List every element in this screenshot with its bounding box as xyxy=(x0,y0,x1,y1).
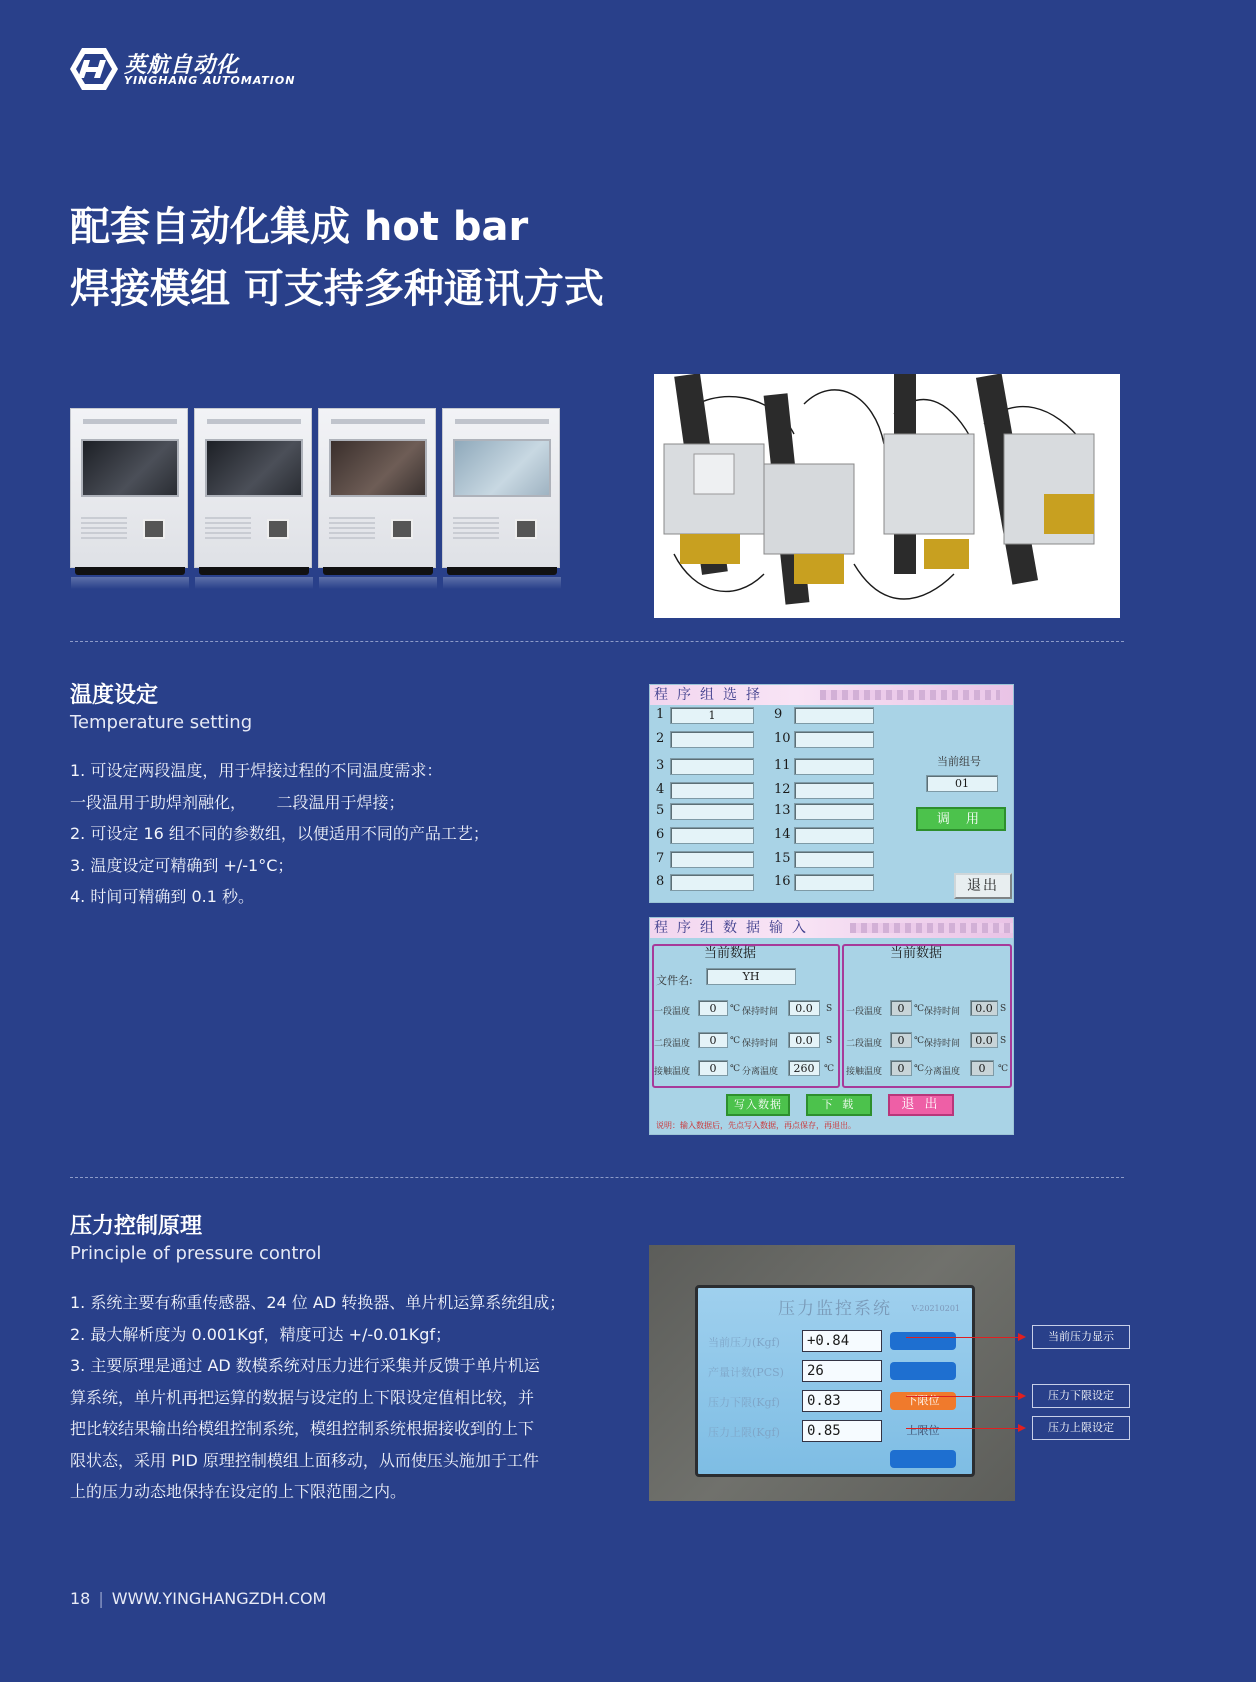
group-field[interactable] xyxy=(670,874,754,891)
row-number: 1 xyxy=(656,707,665,722)
group-field[interactable] xyxy=(670,827,754,844)
current-pressure-value: +0.84 xyxy=(802,1330,882,1352)
callout-line xyxy=(906,1396,1022,1397)
callout-line xyxy=(906,1428,1022,1429)
separate-label: 分离温度 xyxy=(742,1067,779,1077)
divider xyxy=(70,641,1124,642)
temperature-subtitle: Temperature setting xyxy=(70,712,253,733)
group-field[interactable] xyxy=(794,851,874,868)
controllers-photo xyxy=(70,406,560,590)
solder-label: 接触温度 xyxy=(654,1067,691,1077)
download-button[interactable]: 下 载 xyxy=(806,1094,872,1116)
current-pressure-label: 当前压力(Kgf) xyxy=(708,1336,780,1349)
unit-seconds: S xyxy=(1000,1004,1007,1014)
pressure-monitor-screen xyxy=(695,1285,975,1477)
stage1-hold-field[interactable]: 0.0 xyxy=(788,1000,820,1016)
hold-label: 保持时间 xyxy=(924,1007,961,1017)
row-number: 5 xyxy=(656,803,665,818)
group-title: 当前数据 xyxy=(704,946,757,961)
program-select-panel xyxy=(649,684,1014,903)
row-number: 6 xyxy=(656,827,665,842)
row-number: 14 xyxy=(774,827,791,842)
current-stage1-hold: 0.0 xyxy=(970,1000,998,1016)
monitor-title: 压力监控系统 xyxy=(778,1299,892,1319)
current-pressure-button[interactable] xyxy=(890,1332,956,1350)
group-field[interactable] xyxy=(794,707,874,724)
unit-seconds: S xyxy=(1000,1036,1007,1046)
text-line: 1. 可设定两段温度，用于焊接过程的不同温度需求： xyxy=(70,761,443,780)
lower-limit-field[interactable]: 0.83 xyxy=(802,1390,882,1412)
stage1-label: 一段温度 xyxy=(654,1007,691,1017)
group-field[interactable] xyxy=(670,803,754,820)
upper-limit-button[interactable]: 上限位 xyxy=(906,1424,940,1437)
group-field[interactable] xyxy=(794,782,874,799)
hold-label: 保持时间 xyxy=(924,1039,961,1049)
group-field[interactable] xyxy=(670,758,754,775)
footer xyxy=(70,1589,326,1608)
exit-data-button[interactable]: 退 出 xyxy=(888,1094,954,1116)
pressure-title: 压力控制原理 xyxy=(70,1214,203,1239)
group-field[interactable] xyxy=(794,827,874,844)
usage-note: 说明：输入数据后，先点写入数据，再点保存，再退出。 xyxy=(656,1121,856,1130)
unit-seconds: S xyxy=(826,1036,833,1046)
filename-field[interactable]: YH xyxy=(706,968,796,985)
page-number: 18 xyxy=(70,1589,91,1608)
row-number: 8 xyxy=(656,874,665,889)
website-link[interactable]: WWW.YINGHANGZDH.COM xyxy=(111,1589,327,1608)
group-field[interactable] xyxy=(794,731,874,748)
pressure-monitor-photo xyxy=(649,1245,1015,1501)
unit-celsius: ℃ xyxy=(914,1036,925,1046)
unit-celsius: ℃ xyxy=(730,1036,741,1046)
group-field[interactable] xyxy=(670,731,754,748)
text-line: 把比较结果输出给模组控制系统，模组控制系统根据接收到的上下 xyxy=(70,1419,535,1438)
separate-label: 分离温度 xyxy=(924,1067,961,1077)
write-data-button[interactable]: 写入数据 xyxy=(726,1094,790,1116)
group-field[interactable] xyxy=(794,874,874,891)
apply-button[interactable]: 调 用 xyxy=(916,807,1006,831)
text-line: 1. 系统主要有称重传感器、24 位 AD 转换器、单片机运算系统组成； xyxy=(70,1293,566,1312)
count-value: 26 xyxy=(802,1360,882,1382)
extra-button[interactable] xyxy=(890,1450,956,1468)
pressure-subtitle: Principle of pressure control xyxy=(70,1243,322,1264)
unit-celsius: ℃ xyxy=(914,1064,925,1074)
solder-temp-field[interactable]: 0 xyxy=(698,1060,728,1076)
row-number: 2 xyxy=(656,731,665,746)
row-number: 13 xyxy=(774,803,791,818)
text-line: 上的压力动态地保持在设定的上下限范围之内。 xyxy=(70,1482,407,1501)
divider xyxy=(70,1177,1124,1178)
headline xyxy=(70,196,870,320)
count-button[interactable] xyxy=(890,1362,956,1380)
monitor-version: V-20210201 xyxy=(911,1304,960,1313)
hold-label: 保持时间 xyxy=(742,1039,779,1049)
callout-upper-limit: 压力上限设定 xyxy=(1032,1416,1130,1440)
upper-limit-field[interactable]: 0.85 xyxy=(802,1420,882,1442)
footer-separator: | xyxy=(98,1589,104,1608)
text-line: 3. 主要原理是通过 AD 数模系统对压力进行采集并反馈于单片机运 xyxy=(70,1356,540,1375)
group-field[interactable] xyxy=(794,803,874,820)
callout-line xyxy=(906,1337,1022,1338)
row-number: 12 xyxy=(774,782,791,797)
stage2-label: 二段温度 xyxy=(654,1039,691,1049)
group-field[interactable] xyxy=(794,758,874,775)
brand-mark-icon xyxy=(70,46,118,92)
text-line: 限状态，采用 PID 原理控制模组上面移动，从而使压头施加于工件 xyxy=(70,1450,539,1470)
callout-current-pressure: 当前压力显示 xyxy=(1032,1325,1130,1349)
unit-celsius: ℃ xyxy=(998,1064,1009,1074)
controller-unit xyxy=(194,408,312,568)
text-line: 一段温用于助焊剂融化， 二段温用于焊接； xyxy=(70,792,405,812)
text-line: 2. 最大解析度为 0.001Kgf，精度可达 +/-0.01Kgf； xyxy=(70,1324,452,1344)
temperature-text xyxy=(70,755,489,913)
unit-seconds: S xyxy=(826,1004,833,1014)
exit-button[interactable]: 退出 xyxy=(954,873,1012,899)
row-number: 15 xyxy=(774,851,791,866)
text-line: 算系统，单片机再把运算的数据与设定的上下限设定值相比较，并 xyxy=(70,1387,535,1407)
pressure-text xyxy=(70,1287,565,1508)
text-line: 2. 可设定 16 组不同的参数组，以便适用不同的产品工艺； xyxy=(70,824,489,843)
brand-name-en: YINGHANG AUTOMATION xyxy=(124,74,296,87)
current-stage2-hold: 0.0 xyxy=(970,1032,998,1048)
lower-limit-label: 压力下限(Kgf) xyxy=(708,1396,780,1409)
controller-unit xyxy=(442,408,560,568)
arrow-right-icon xyxy=(1018,1424,1026,1432)
group-field-1[interactable]: 1 xyxy=(670,707,754,724)
unit-celsius: ℃ xyxy=(730,1064,741,1074)
current-group-field[interactable]: 01 xyxy=(926,775,998,792)
row-number: 10 xyxy=(774,731,791,746)
row-number: 16 xyxy=(774,874,791,889)
callout-lower-limit: 压力下限设定 xyxy=(1032,1384,1130,1408)
temperature-title: 温度设定 xyxy=(70,683,159,708)
solder-label: 接触温度 xyxy=(846,1067,883,1077)
stage2-hold-field[interactable]: 0.0 xyxy=(788,1032,820,1048)
program-select-title: 程序组选择 xyxy=(650,685,1013,705)
controller-unit xyxy=(70,408,188,568)
count-label: 产量计数(PCS) xyxy=(708,1366,784,1379)
group-field[interactable] xyxy=(670,782,754,799)
stage2-label: 二段温度 xyxy=(846,1039,883,1049)
welding-modules-photo xyxy=(654,374,1120,618)
program-data-title: 程序组数据输入 xyxy=(650,918,1013,938)
unit-celsius: ℃ xyxy=(730,1004,741,1014)
row-number: 11 xyxy=(774,758,791,773)
headline-line-2: 焊接模组 可支持多种通讯方式 xyxy=(70,266,604,312)
arrow-right-icon xyxy=(1018,1333,1026,1341)
stage1-label: 一段温度 xyxy=(846,1007,883,1017)
group-title: 当前数据 xyxy=(890,946,943,961)
current-stage2-temp: 0 xyxy=(890,1032,912,1048)
current-solder-temp: 0 xyxy=(890,1060,912,1076)
group-field[interactable] xyxy=(670,851,754,868)
row-number: 4 xyxy=(656,782,665,797)
unit-celsius: ℃ xyxy=(914,1004,925,1014)
controller-unit xyxy=(318,408,436,568)
headline-line-1: 配套自动化集成 hot bar xyxy=(70,204,529,250)
stage2-temp-field[interactable]: 0 xyxy=(698,1032,728,1048)
current-stage1-temp: 0 xyxy=(890,1000,912,1016)
text-line: 4. 时间可精确到 0.1 秒。 xyxy=(70,887,254,906)
brand-logo xyxy=(70,46,310,96)
stage1-temp-field[interactable]: 0 xyxy=(698,1000,728,1016)
separate-temp-field[interactable]: 260 xyxy=(788,1060,820,1076)
arrow-right-icon xyxy=(1018,1392,1026,1400)
brand-name-cn: 英航自动化 xyxy=(124,53,240,78)
unit-celsius: ℃ xyxy=(824,1064,835,1074)
row-number: 3 xyxy=(656,758,665,773)
program-data-panel xyxy=(649,917,1014,1135)
filename-label: 文件名: xyxy=(656,974,693,987)
lower-limit-button[interactable]: 下限位 xyxy=(890,1392,956,1410)
hold-label: 保持时间 xyxy=(742,1007,779,1017)
text-line: 3. 温度设定可精确到 +/-1°C； xyxy=(70,855,294,875)
current-separate-temp: 0 xyxy=(970,1060,994,1076)
row-number: 7 xyxy=(656,851,665,866)
row-number: 9 xyxy=(774,707,783,722)
upper-limit-label: 压力上限(Kgf) xyxy=(708,1426,780,1439)
current-group-label: 当前组号 xyxy=(937,755,981,768)
